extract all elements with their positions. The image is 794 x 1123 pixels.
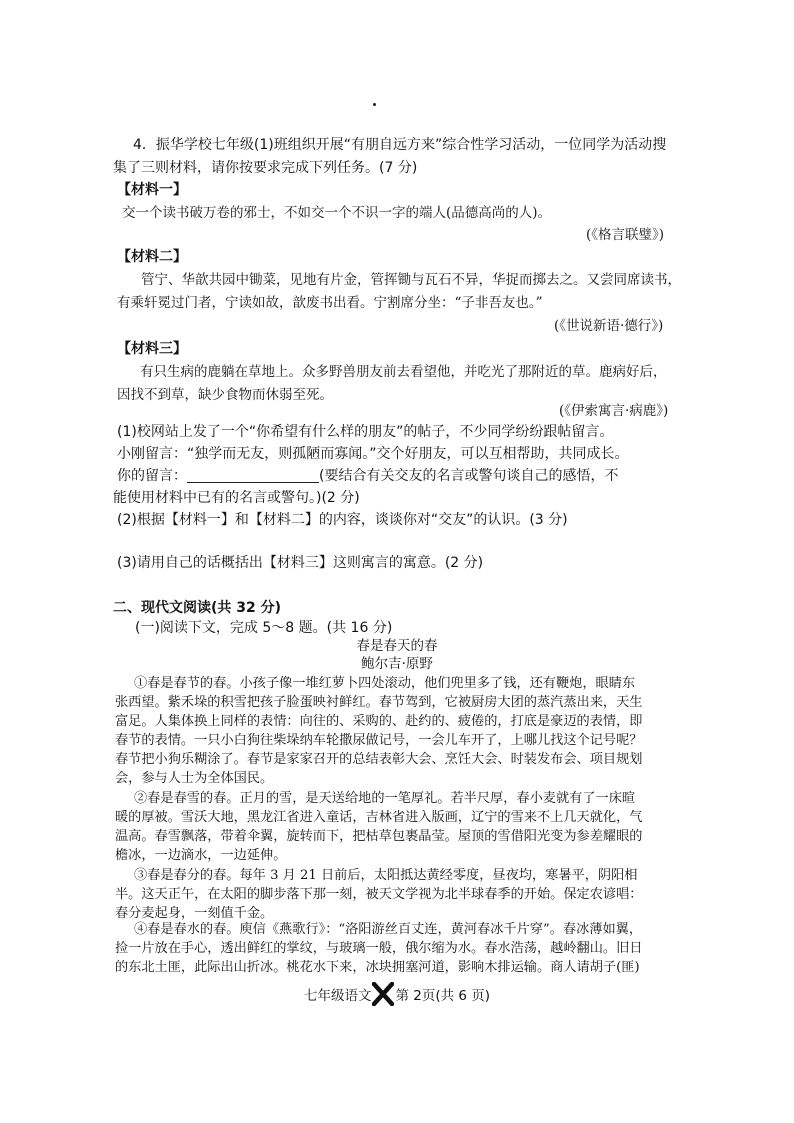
your-message-instruction: (要结合有关交友的名言或警句谈自己的感悟，不 <box>319 468 619 484</box>
essay-line: 春节把小狗乐糊涂了。春节是家家召开的总结表彰大会、烹饪大会、时装发布会、项目规划 <box>115 752 643 767</box>
x-mark-icon <box>372 982 394 1006</box>
page-footer <box>0 982 794 1006</box>
essay-line: 春分麦起身，一刻值千金。 <box>115 906 274 921</box>
section-2-heading: 二、现代文阅读(共 32 分) <box>113 600 282 616</box>
task-2: (2)根据【材料一】和【材料二】的内容，谈谈你对“交友”的认识。(3 分) <box>117 512 568 528</box>
essay-author: 鲍尔吉·原野 <box>361 656 433 672</box>
material-1-source: (《格言联璧》) <box>586 227 665 243</box>
material-2-line-2: 有乘轩冕过门者，宁读如故，歆废书出看。宁割席分坐：“子非吾友也。” <box>117 295 543 311</box>
essay-line: 暖的厚被。雪沃大地，黑龙江省进入童话，吉林省进入版画，辽宁的雪来不上几天就化，气 <box>115 810 643 825</box>
material-3-line-2: 因找不到草，缺少食物而休弱至死。 <box>117 387 333 403</box>
essay-line: 半。这天正午，在太阳的脚步落下那一刻，被天文学视为北半球春季的开始。保定农谚唱： <box>115 887 643 902</box>
question-4-line-2: 集了三则材料，请你按要求完成下列任务。(7 分) <box>113 160 418 176</box>
essay-line: 捡一片放在手心，透出鲜红的掌纹，与玻璃一般，俄尔缩为水。春水浩荡，越岭翻山。旧日 <box>115 941 643 956</box>
essay-line: ①春是春节的春。小孩子像一堆红萝卜四处滚动，他们兜里多了钱，还有鞭炮，眼睛东 <box>134 676 636 691</box>
essay-line: 的东北土匪，此际出山折冰。桃花水下来，冰块拥塞河道，影响木排运输。商人请胡子(匪) <box>115 960 640 975</box>
material-1-title: 【材料一】 <box>117 182 187 198</box>
material-2-source: (《世说新语·德行》) <box>554 318 664 334</box>
task-1-line-2: 小刚留言：“独学而无友，则孤陋而寡闻。”交个好朋友，可以互相帮助，共同成长。 <box>117 446 629 462</box>
task-1-line-1: (1)校网站上发了一个“你希望有什么样的朋友”的帖子，不少同学纷纷跟帖留言。 <box>117 424 614 440</box>
material-3-line-1: 有只生病的鹿躺在草地上。众多野兽朋友前去看望他，并吃光了那附近的草。鹿病好后， <box>140 364 667 380</box>
material-2-title: 【材料二】 <box>117 249 187 265</box>
essay-line: 檐冰，一边滴水，一边延伸。 <box>115 848 287 863</box>
essay-line: 张西望。紫禾垛的积雪把孩子脸蛋映衬鲜红。春节驾到，它被厨房大团的蒸汽蒸出来，天生 <box>115 695 643 710</box>
task-1-line-3 <box>117 466 618 486</box>
essay-line: ③春是春分的春。每年 3 月 21 日前后，太阳抵达黄经零度，昼夜均，寒暑平，阴阳相 <box>134 868 638 883</box>
essay-line: ④春是春水的春。庾信《燕歌行》：“洛阳游丝百丈连，黄河春冰千片穿”。春冰薄如翼， <box>134 922 643 937</box>
question-4-line-1: 4．振华学校七年级(1)班组织开展“有朋自远方来”综合性学习活动，一位同学为活动搜 <box>133 137 667 153</box>
essay-line: 春节的表情。一只小白狗往柴垛纳车轮撒尿做记号，一会儿车开了，上哪儿找这个记号呢？ <box>115 733 643 748</box>
material-3-source: (《伊索寓言·病鹿》) <box>559 403 669 419</box>
essay-line: 温高。春雪飘落，带着伞翼，旋转而下，把枯草包裹晶莹。屋顶的雪借阳光变为参差耀眼的 <box>115 829 643 844</box>
your-message-label: 你的留言： <box>117 468 187 484</box>
scan-speck <box>373 103 376 106</box>
footer-subject: 七年级语文 <box>303 988 372 1004</box>
essay-line: 富足。人集体换上同样的表情：向往的、采购的、赴约的、疲倦的，打底是豪迈的表情，即 <box>115 714 643 729</box>
task-1-line-4: 能使用材料中已有的名言或警句。)(2 分) <box>113 490 360 506</box>
material-2-line-1: 管宁、华歆共园中锄菜，见地有片金，管挥锄与瓦石不异，华捉而掷去之。又尝同席读书， <box>141 272 681 288</box>
answer-blank[interactable] <box>187 468 319 483</box>
section-2-subheading: (一)阅读下文，完成 5～8 题。(共 16 分) <box>135 620 393 636</box>
footer-page-number: 第 2页(共 6 页) <box>395 988 491 1004</box>
material-3-title: 【材料三】 <box>117 341 187 357</box>
essay-line: ②春是春雪的春。正月的雪，是天送给地的一笔厚礼。若半尺厚，春小麦就有了一床暄 <box>134 791 636 806</box>
essay-title: 春是春天的春 <box>356 638 438 654</box>
task-3: (3)请用自己的话概括出【材料三】这则寓言的寓意。(2 分) <box>117 555 484 571</box>
essay-line: 会，参与人士为全体国民。 <box>115 771 274 786</box>
material-1-text: 交一个读书破万卷的邪士，不如交一个不识一字的端人(品德高尚的人)。 <box>122 205 552 221</box>
